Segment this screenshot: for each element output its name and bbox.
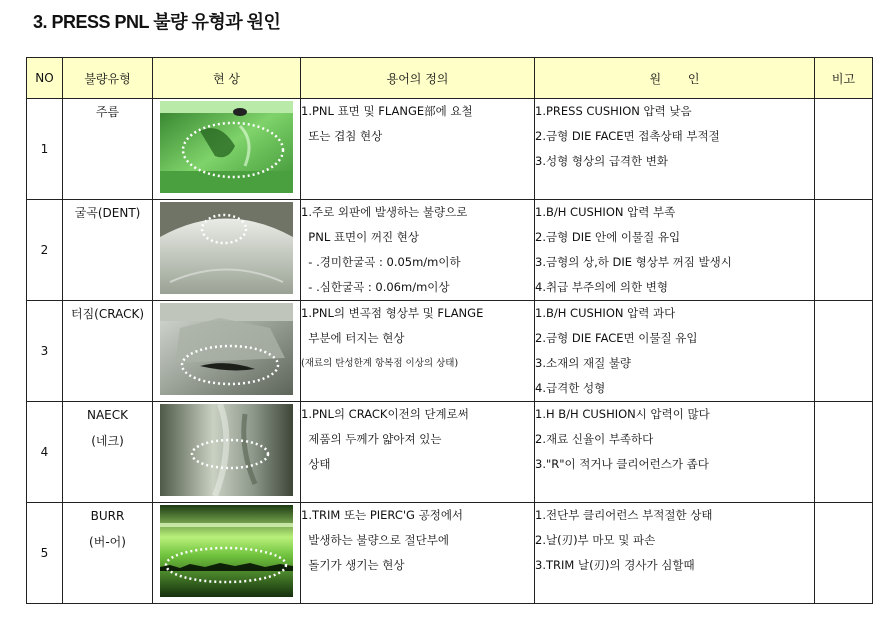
definition-line: 제품의 두께가 얇아져 있는 [301,432,442,446]
definition-line: - .심한굴곡 : 0.06m/m이상 [301,280,450,294]
definition-cell [301,301,535,402]
type-label: NAECK [86,408,128,422]
row-no: 1 [27,99,63,200]
definition-line: 또는 겹침 현상 [301,129,383,143]
cause-cell [535,200,815,301]
definition-line: 1.PNL 표면 및 FLANGE部에 요철 [301,104,473,118]
row-no: 2 [27,200,63,301]
row-no: 5 [27,503,63,604]
definition-cell [301,99,535,200]
cause-line: 1.전단부 클리어런스 부적절한 상태 [535,508,713,522]
table-row [27,301,873,402]
definition-line: 돌기가 생기는 현상 [301,558,405,572]
cause-line: 2.재료 신율이 부족하다 [535,432,654,446]
definition-line: - .경미한굴곡 : 0.05m/m이하 [301,255,461,269]
table-row [27,503,873,604]
cause-line: 1.H B/H CUSHION시 압력이 많다 [535,407,710,421]
phenomenon-cell [153,402,301,503]
definition-line: 1.PNL의 변곡점 형상부 및 FLANGE [301,306,484,320]
table-row [27,402,873,503]
header-remarks: 비고 [815,58,873,99]
definition-cell [301,402,535,503]
remarks-cell [815,99,873,200]
metal-panel-neck-photo [160,404,293,496]
cause-cell [535,301,815,402]
cause-line: 4.급격한 성형 [535,381,606,395]
table-row [27,200,873,301]
row-type [63,301,153,402]
cause-line: 3.TRIM 날(刃)의 경사가 심할때 [535,558,695,572]
remarks-cell [815,200,873,301]
cause-line: 3.금형의 상,하 DIE 형상부 꺼짐 발생시 [535,255,732,269]
type-label: (버-어) [89,535,126,549]
table-row [27,99,873,200]
definition-line: 1.TRIM 또는 PIERC'G 공정에서 [301,508,464,522]
cause-line: 2.날(刃)부 마모 및 파손 [535,533,656,547]
definition-line: PNL 표면이 꺼진 현상 [301,230,419,244]
green-panel-wrinkle-photo [160,101,293,193]
definition-line: 1.주로 외판에 발생하는 불량으로 [301,205,468,219]
cause-line: 4.취급 부주의에 의한 변형 [535,280,669,294]
definition-line: 발생하는 불량으로 절단부에 [301,533,449,547]
cause-line: 1.PRESS CUSHION 압력 낮음 [535,104,692,118]
type-label: BURR [90,509,125,523]
definition-note: (재료의 탄성한계 항복점 이상의 상태) [301,358,459,369]
cause-line: 2.금형 DIE 안에 이물질 유입 [535,230,681,244]
table-header-row [27,58,873,99]
type-label: 터짐(CRACK) [70,307,145,321]
defect-table [26,57,873,604]
type-label: 굴곡(DENT) [74,206,141,220]
remarks-cell [815,503,873,604]
remarks-cell [815,301,873,402]
type-label: (네크) [91,434,124,448]
phenomenon-cell [153,200,301,301]
row-type [63,200,153,301]
type-label: 주름 [95,105,120,119]
row-type [63,503,153,604]
definition-cell [301,503,535,604]
remarks-cell [815,402,873,503]
definition-cell [301,200,535,301]
gray-panel-dent-photo [160,202,293,294]
header-definition: 용어의 정의 [301,58,535,99]
cause-line: 2.금형 DIE FACE면 접촉상태 부적절 [535,129,720,143]
definition-line: 1.PNL의 CRACK이전의 단계로써 [301,407,469,421]
cause-line: 1.B/H CUSHION 압력 부족 [535,205,676,219]
green-edge-burr-photo [160,505,293,597]
cause-line: 2.금형 DIE FACE면 이물질 유입 [535,331,698,345]
header-cause: 원 인 [535,58,815,99]
page-title: 3. PRESS PNL 불량 유형과 원인 [33,12,281,32]
cause-cell [535,503,815,604]
cause-line: 3.소재의 재질 불량 [535,356,632,370]
header-no: NO [27,58,63,99]
definition-line: 상태 [301,457,331,471]
header-phenomenon: 현 상 [153,58,301,99]
row-type [63,99,153,200]
cause-cell [535,402,815,503]
phenomenon-cell [153,301,301,402]
phenomenon-cell [153,99,301,200]
header-type: 불량유형 [63,58,153,99]
cause-cell [535,99,815,200]
cause-line: 3."R"이 적거나 클리어런스가 좁다 [535,457,709,471]
row-no: 3 [27,301,63,402]
definition-line: 부분에 터지는 현상 [301,331,405,345]
phenomenon-cell [153,503,301,604]
row-type [63,402,153,503]
row-no: 4 [27,402,63,503]
cause-line: 3.성형 형상의 급격한 변화 [535,154,669,168]
metal-panel-crack-photo [160,303,293,395]
cause-line: 1.B/H CUSHION 압력 과다 [535,306,676,320]
